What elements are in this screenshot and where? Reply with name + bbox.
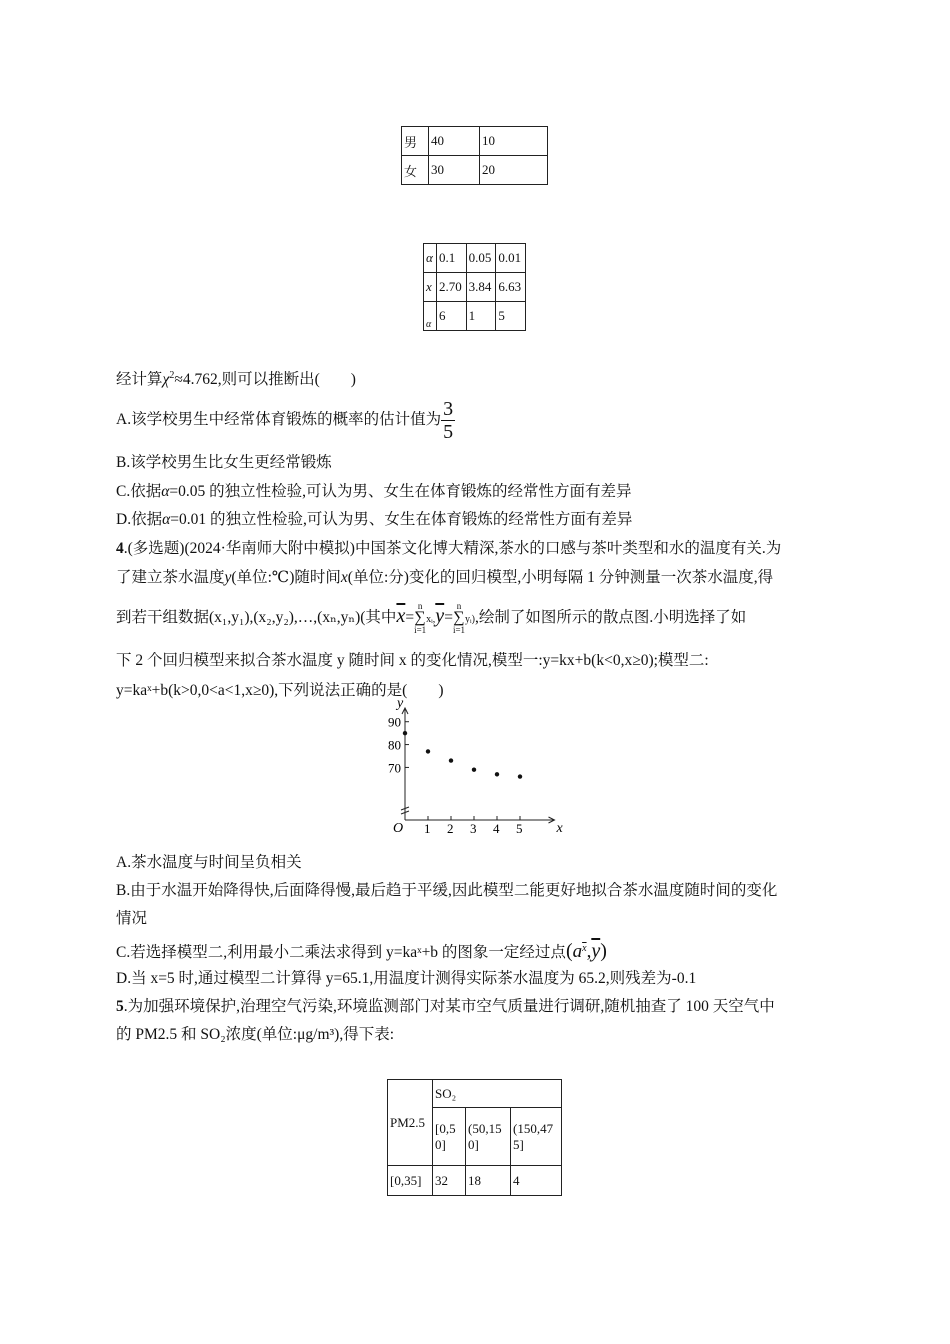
q4-option-c: C.若选择模型二,利用最小二乘法求得到 y=kaˣ+b 的图象一定经过点$(a^{\overline{x}},\overline{y})$: [116, 940, 607, 963]
y-axis-label: y: [397, 700, 404, 711]
gender-table: [401, 126, 548, 185]
x-tick-label: 1: [424, 821, 431, 836]
table-cell: 6.63: [496, 273, 526, 302]
col-header: SO₂: [433, 1080, 562, 1108]
table-cell: 0.05: [466, 244, 496, 273]
table-cell: (50,150]: [466, 1108, 511, 1166]
q4-line-4: 下 2 个回归模型来拟合茶水温度 y 随时间 x 的变化情况,模型一:y=kx+b(k<0,x≥0);模型二:: [116, 652, 709, 669]
table-cell: x: [424, 273, 437, 302]
table-cell: 1: [466, 302, 496, 331]
table-cell: 6: [437, 302, 467, 331]
summation: n ∑ i=1: [414, 601, 427, 636]
table-cell: 40: [429, 127, 480, 156]
q3-stem: 经计算$\chi^2\approx 4.762$,则可以推断出( ): [116, 370, 356, 389]
table-cell: α: [424, 302, 437, 331]
y-tick-label: 90: [388, 714, 401, 730]
q3-option-c: C.依据α=0.05 的独立性检验,可认为男、女生在体育锻炼的经常性方面有差异: [116, 483, 632, 500]
x-tick-label: 2: [447, 821, 454, 836]
y-tick-label: 70: [388, 760, 401, 776]
q4-line-1: 4.(多选题)(2024·华南师大附中模拟)中国茶文化博大精深,茶水的口感与茶叶类型和水的温度有关.为: [116, 540, 782, 557]
table-cell: [0,50]: [433, 1108, 466, 1166]
q4-line-5: y=kaˣ+b(k>0,0<a<1,x≥0),下列说法正确的是( ): [116, 682, 444, 699]
table-cell: 男: [402, 127, 429, 156]
q5-line-2: 的 PM2.5 和 SO₂浓度(单位:μg/m³),得下表:: [116, 1026, 395, 1043]
table-cell: 32: [433, 1166, 466, 1196]
q5-line-1: 5.为加强环境保护,治理空气污染,环境监测部门对某市空气质量进行调研,随机抽查了 100 天空气中: [116, 998, 775, 1015]
q4-option-b-cont: 情况: [116, 910, 148, 927]
table-cell: 5: [496, 302, 526, 331]
y-tick-label: 80: [388, 737, 401, 753]
q3-option-d: D.依据α=0.01 的独立性检验,可认为男、女生在体育锻炼的经常性方面有差异: [116, 511, 633, 528]
table-cell: 10: [480, 127, 548, 156]
table-cell: 18: [466, 1166, 511, 1196]
data-point: [472, 768, 476, 772]
q3-option-a: A.该学校男生中经常体育锻炼的概率的估计值为 $\frac{3}{5}$: [116, 398, 454, 443]
table-cell: [0,35]: [388, 1166, 433, 1196]
table-cell: 3.84: [466, 273, 496, 302]
table-cell: (150,475]: [511, 1108, 562, 1166]
q3-option-b: B.该学校男生比女生更经常锻炼: [116, 454, 332, 471]
table-cell: 20: [480, 156, 548, 185]
data-point: [426, 749, 430, 753]
x-axis-label: x: [556, 821, 563, 836]
q4-option-b: B.由于水温开始降得快,后面降得慢,最后趋于平缓,因此模型二能更好地拟合茶水温度随时间的变化: [116, 882, 778, 899]
data-point: [449, 758, 453, 762]
data-point: [495, 772, 499, 776]
q4-line-3: 到若干组数据(x₁,y₁),(x₂,y₂),…,(xₙ,yₙ)(其中$\overline{x}=$ n ∑ i=1 $xᵢ,\overline{y}=$ n ∑ i=1 yᵢ),绘制了如图所示的散点图.小明选择了如: [116, 601, 747, 636]
q4-option-a: A.茶水温度与时间呈负相关: [116, 854, 302, 871]
q4-option-d: D.当 x=5 时,通过模型二计算得 y=65.1,用温度计测得实际茶水温度为 65.2,则残差为-0.1: [116, 970, 697, 987]
origin-label: O: [393, 821, 404, 836]
table-cell: 30: [429, 156, 480, 185]
table-cell: 女: [402, 156, 429, 185]
data-point: [403, 731, 407, 735]
q4-line-2: 了建立茶水温度y(单位:℃)随时间x(单位:分)变化的回归模型,小明每隔 1 分钟测量一次茶水温度,得: [116, 569, 774, 586]
x-tick-label: 4: [493, 821, 500, 836]
scatter-plot: [385, 700, 570, 840]
pm25-so2-table: [387, 1079, 562, 1196]
critical-value-table: [423, 243, 526, 331]
data-point: [518, 774, 522, 778]
table-cell: 2.70: [437, 273, 467, 302]
x-tick-label: 5: [516, 821, 523, 836]
table-cell: 0.1: [437, 244, 467, 273]
table-cell: 4: [511, 1166, 562, 1196]
row-header: PM2.5: [388, 1080, 433, 1166]
table-cell: α: [424, 244, 437, 273]
summation: n ∑ i=1: [452, 601, 466, 636]
x-tick-label: 3: [470, 821, 477, 836]
fraction: $\frac{3}{5}$: [443, 398, 454, 443]
table-cell: 0.01: [496, 244, 526, 273]
